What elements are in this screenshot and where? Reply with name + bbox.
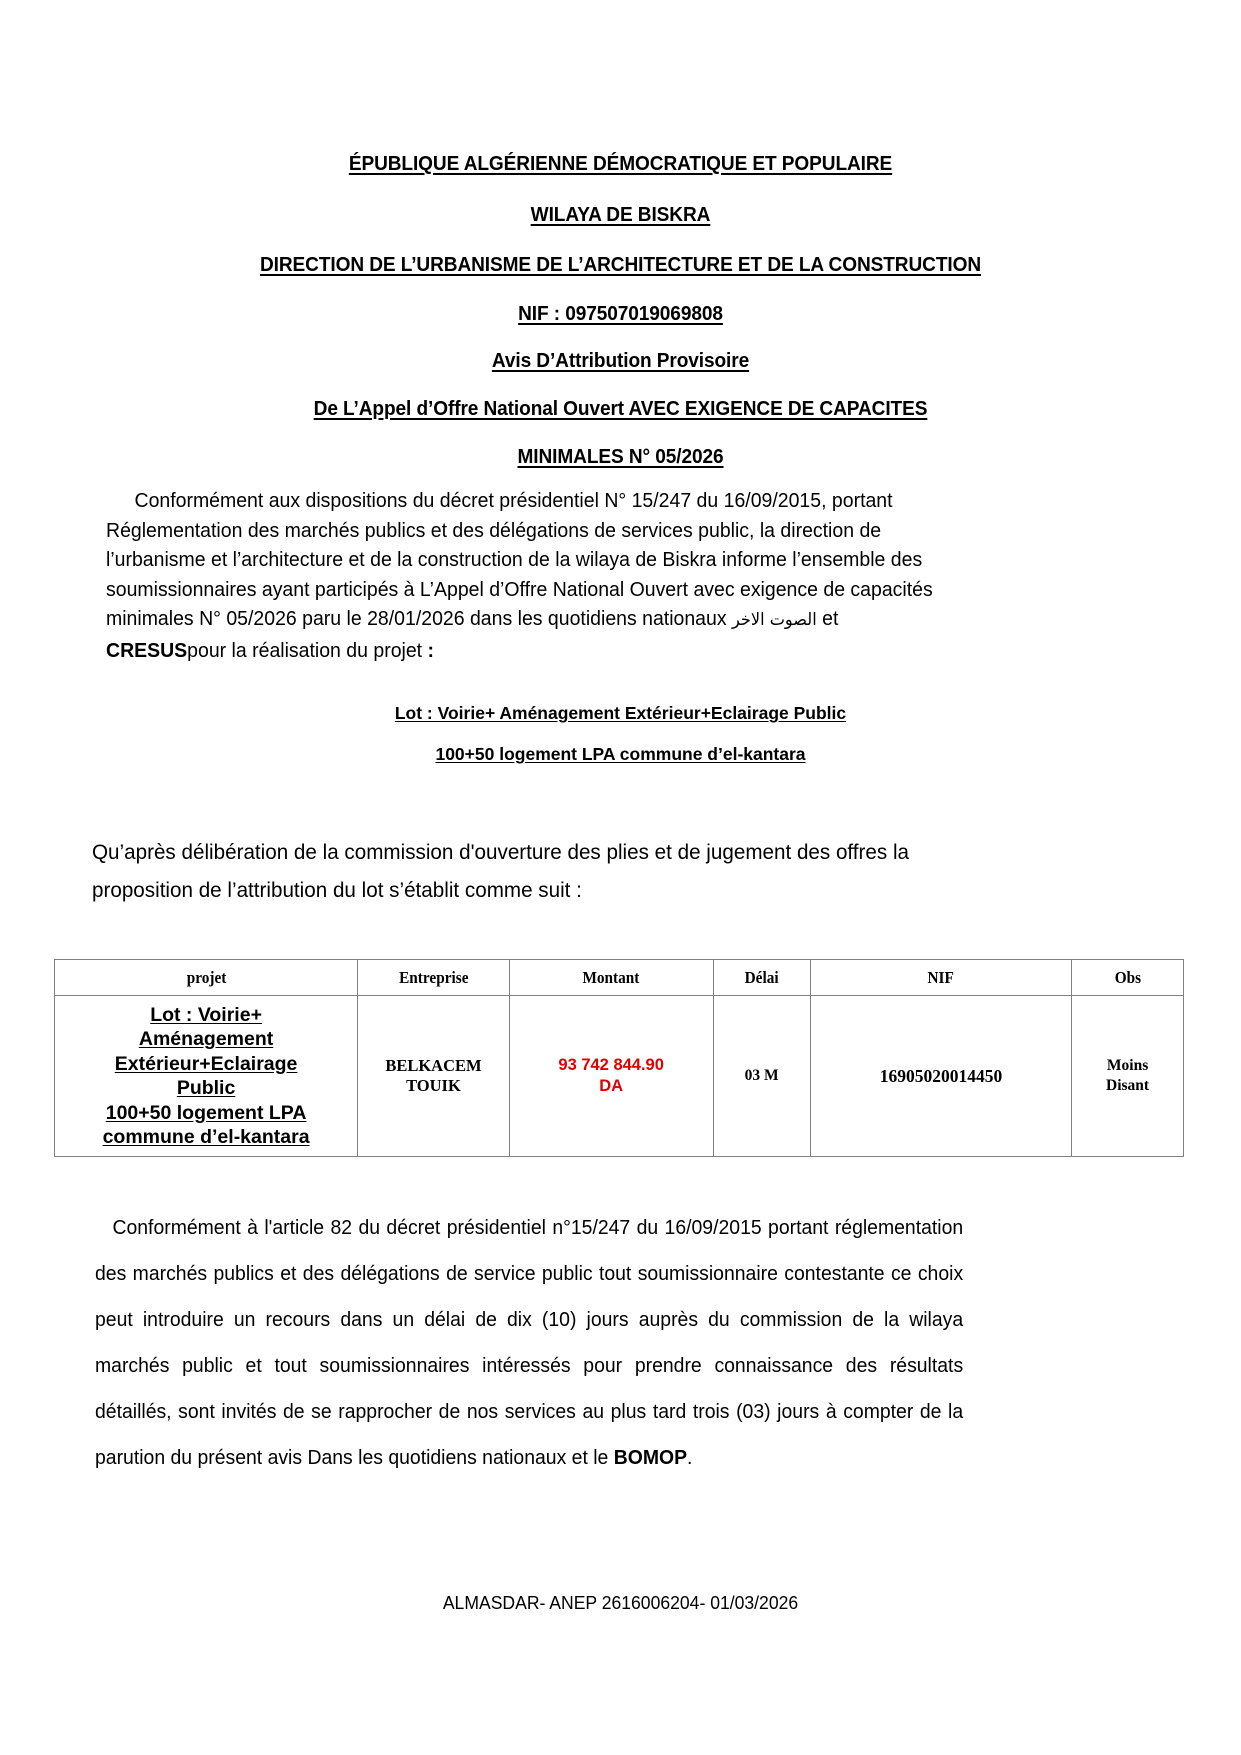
heading-republic: ÉPUBLIQUE ALGÉRIENNE DÉMOCRATIQUE ET POPULAIRE <box>348 152 893 175</box>
heading-avis-title: Avis D’Attribution Provisoire <box>491 349 750 372</box>
arabic-newspaper-name: الصوت الاخر <box>732 610 817 630</box>
heading-nif: NIF : 097507019069808 <box>518 302 723 325</box>
footer-anep: ALMASDAR- ANEP 2616006204- 01/03/2026 <box>442 1592 799 1613</box>
table-header-row <box>55 960 1184 996</box>
entreprise-line-2: TOUIK <box>406 1076 461 1095</box>
intro-paragraph <box>106 486 942 665</box>
projet-line-1: Lot : Voirie+ <box>150 1003 262 1026</box>
header-delai: Délai <box>718 960 805 996</box>
projet-line-4: Public <box>176 1077 236 1099</box>
entreprise-line-1: BELKACEM <box>385 1056 482 1075</box>
intro-text-part3: pour la réalisation du projet <box>187 638 428 662</box>
projet-line-6: commune d’el-kantara <box>102 1126 310 1148</box>
intro-text-part2: et <box>816 607 839 630</box>
projet-line-3: Extérieur+Eclairage <box>114 1052 298 1075</box>
award-table <box>54 959 1184 1157</box>
header-nif: NIF <box>823 960 1058 996</box>
bomop-label: BOMOP <box>613 1447 688 1469</box>
montant-value: 93 742 844.90 <box>558 1056 664 1074</box>
cell-entreprise <box>358 996 510 1157</box>
cell-montant <box>509 996 713 1157</box>
closing-text-b: . <box>687 1447 693 1469</box>
header-projet: projet <box>70 960 343 996</box>
heading-appel-offre: De L’Appel d’Offre National Ouvert AVEC EXIGENCE DE CAPACITES <box>313 397 928 420</box>
lot-title-line-2: 100+50 logement LPA commune d’el-kantara <box>435 744 806 764</box>
projet-line-5: 100+50 logement LPA <box>105 1101 307 1124</box>
header-montant: Montant <box>519 960 702 996</box>
award-table-container <box>54 959 1184 1157</box>
newspaper-cresus: CRESUS <box>106 638 188 662</box>
deliberation-paragraph: Qu’après délibération de la commission d'ouverture des plies et de jugement des offres la proposition de l’attribution du lot s’établit comme suit : <box>92 840 910 902</box>
obs-line-2: Disant <box>1106 1077 1150 1094</box>
cell-projet <box>55 996 358 1157</box>
lot-title-line-1: Lot : Voirie+ Aménagement Extérieur+Eclairage Public <box>394 703 847 723</box>
heading-minimales: MINIMALES N° 05/2026 <box>517 445 724 468</box>
cell-obs <box>1072 996 1184 1157</box>
heading-wilaya: WILAYA DE BISKRA <box>530 203 711 226</box>
table-row <box>55 996 1184 1157</box>
obs-line-1: Moins <box>1106 1057 1149 1074</box>
projet-line-2: Aménagement <box>138 1028 274 1050</box>
closing-paragraph <box>95 1205 963 1481</box>
intro-colon: : <box>427 638 435 662</box>
cell-delai: 03 M <box>713 996 810 1157</box>
montant-currency: DA <box>599 1077 624 1095</box>
cell-nif: 16905020014450 <box>810 996 1071 1157</box>
heading-direction: DIRECTION DE L’URBANISME DE L’ARCHITECTURE ET DE LA CONSTRUCTION <box>259 253 982 276</box>
closing-text-a: Conformément à l'article 82 du décret présidentiel n°15/247 du 16/09/2015 portant réglementation des marchés publics et des délégations de service public tout soumissionnaire contestante ce choix peut introduire un recours dans un délai de dix (10) jours auprès du commission de la wilaya marchés public et tout soumissionnaires intéressés pour prendre connaissance des résultats détaillés, sont invités de se rapprocher de nos services au plus tard trois (03) jours à compter de la parution du présent avis Dans les quotidiens nationaux et le <box>95 1217 964 1469</box>
intro-text-part1: Conformément aux dispositions du décret présidentiel N° 15/247 du 16/09/2015, portant Réglementation des marchés publics et des délégations de services public, la direction de l’urbanisme et l’architecture et de la construction de la wilaya de Biskra informe l’ensemble des soumissionnaires ayant participés à L’Appel d’Offre National Ouvert avec exigence de capacités minimales N° 05/2026 paru le 28/01/2026 dans les quotidiens nationaux <box>106 489 933 630</box>
header-obs: Obs <box>1077 960 1178 996</box>
header-entreprise: Entreprise <box>365 960 501 996</box>
